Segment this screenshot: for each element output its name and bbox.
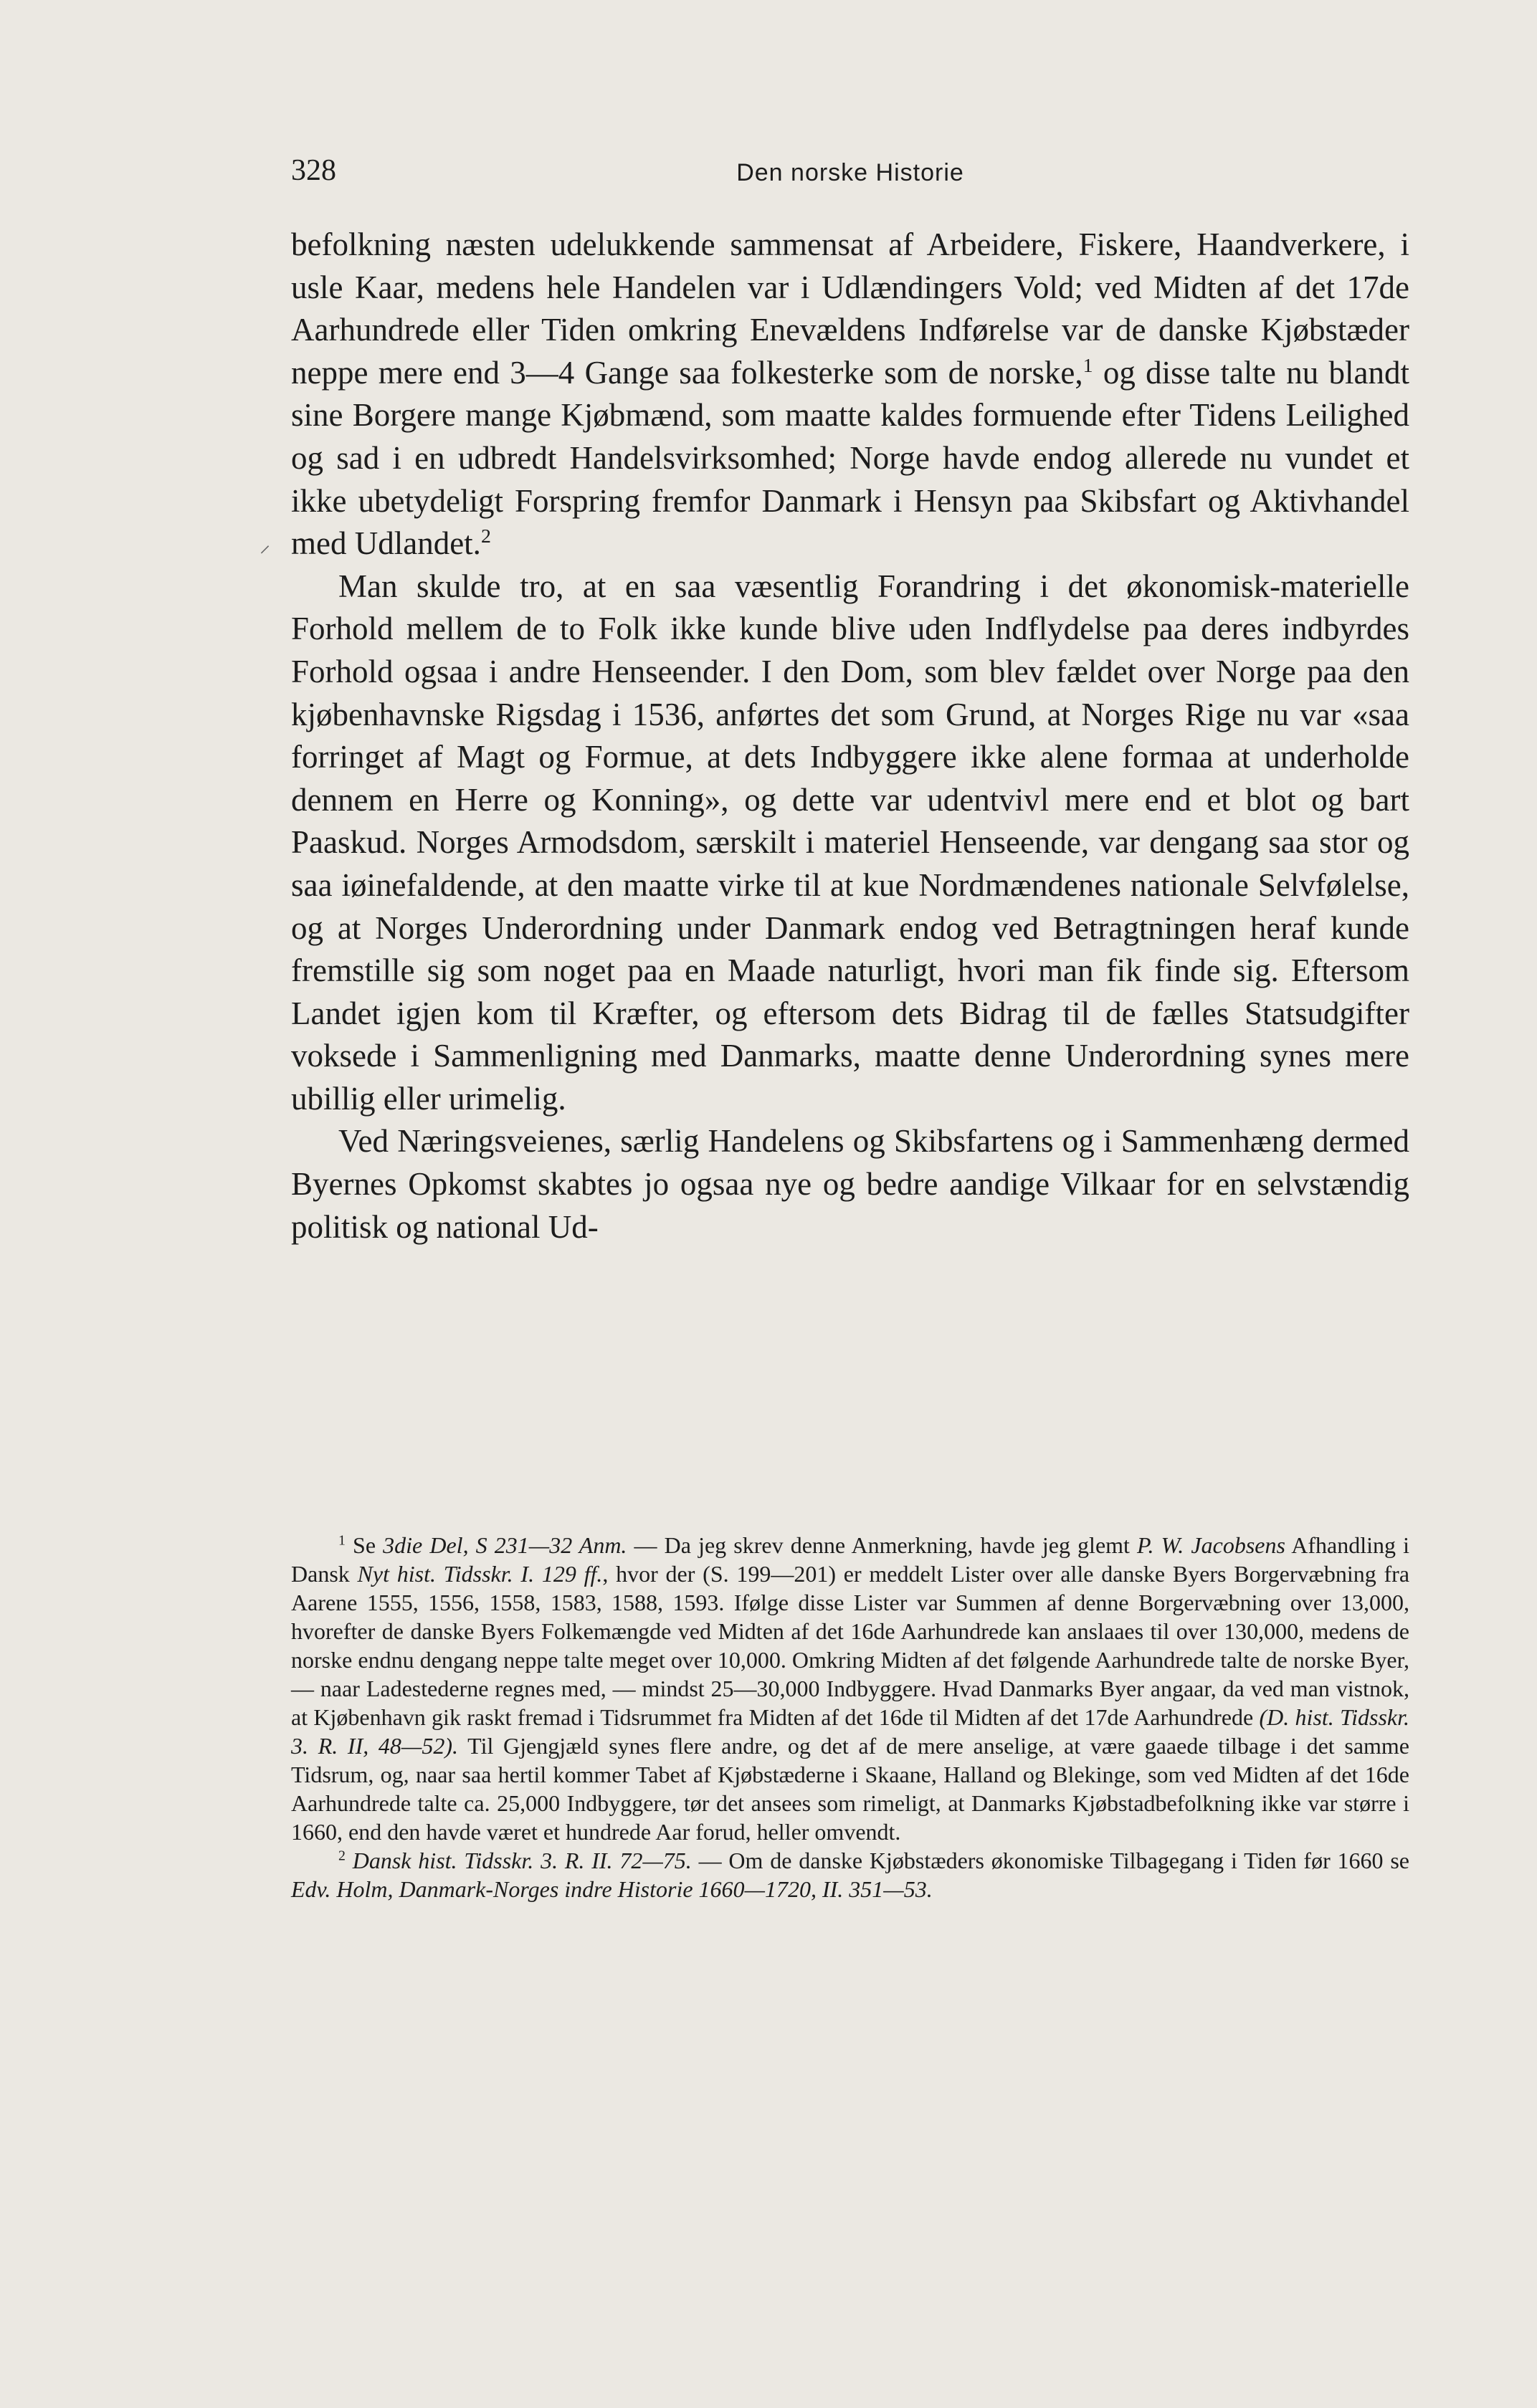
footnote-text: — Da jeg skrev denne Anmerkning, havde jeg glemt [627,1532,1138,1558]
footnote-text: — Om de danske Kjøbstæders økonomiske Tilbagegang i Tiden før 1660 se [691,1848,1410,1873]
footnote-citation: (D. hist. Tidsskr. 3. R. II, 48—52). [291,1704,1410,1759]
footnote-ref-1: 1 [1082,354,1093,377]
footnote-text: Til Gjengjæld synes flere andre, og det af de mere anselige, at være gaaede tilbage i det samme Tidsrum, og, naar saa hertil kommer Tabet af Kjøbstæderne i Skaane, Halland og Blekinge, som ved Midten af det 16de Aarhundrede talte ca. 25,000 Indbyggere, tør det ansees som rimeligt, at Danmarks Kjøbstadbefolkning ikke var større i 1660, end den havde været et hundrede Aar forud, heller omvendt. [291,1733,1410,1845]
page-header [291,153,1409,204]
footnote-text: , hvor der (S. 199—201) er meddelt Lister over alle danske Byers Borgervæbning fra Aarene 1555, 1556, 1558, 1583, 1588, 1593. Ifølge disse Lister var Summen af denne Borgervæbning over 13,000, hvorefter de danske Byers Folkemængde ved Midten af det 16de Aarhundrede kan anslaaes til over 130,000, medens de norske endnu dengang neppe talte meget over 10,000. Omkring Midten af det følgende Aarhundrede talte de norske Byer, — naar Ladestederne regnes med, — mindst 25—30,000 Indbyggere. Hvad Danmarks Byer angaar, da ved man vistnok, at Kjøbenhavn gik raskt fremad i Tidsrummet fra Midten af det 16de til Midten af det 17de Aarhundrede [291,1561,1410,1730]
footnote-marker: 1 [338,1532,346,1549]
footnote-text: Se [345,1532,384,1558]
footnote-marker: 2 [338,1848,346,1864]
footnote-ref-2: 2 [480,525,491,548]
body-paragraph-3: Ved Næringsveienes, særlig Handelens og Skibsfartens og i Sammenhæng dermed Byernes Opkomst skabtes jo ogsaa nye og bedre aandige Vilkaar for en selvstændig politisk og national Ud- [291,1123,1409,1245]
footnote-text: Afhandling i Dansk [291,1532,1410,1587]
footnote-1 [291,1531,1409,1846]
footnote-citation: Edv. Holm, Danmark-Norges indre Historie 1660—1720, II. 351—53. [291,1876,933,1902]
footnote-citation: 3die Del, S 231—32 Anm. [383,1532,627,1558]
margin-mark: ⸝ [260,533,270,557]
footnote-2 [291,1846,1409,1903]
running-title: Den norske Historie [736,159,964,186]
footnote-citation: P. W. Jacobsens [1137,1532,1285,1558]
body-text-span: befolkning næsten udelukkende sammensat af Arbeidere, Fiskere, Haandverkere, i usle Kaar, medens hele Handelen var i Udlændingers Vold; ved Midten af det 17de Aarhundrede eller Tiden omkring Enevældens Indførelse var de danske Kjøbstæder neppe mere end 3—4 Gange saa folkesterke som de norske, [291,226,1409,391]
body-paragraph-1 [291,224,1409,565]
footnote-citation: Nyt hist. Tidsskr. I. 129 ff. [357,1561,603,1587]
page-number: 328 [291,154,336,187]
main-text [291,224,1409,1248]
footnote-citation: Dansk hist. Tidsskr. 3. R. II. 72—75. [345,1848,692,1873]
footnotes [291,1531,1409,1903]
body-paragraph-2: Man skulde tro, at en saa væsentlig Forandring i det økonomisk-materielle Forhold mellem de to Folk ikke kunde blive uden Indflydelse paa deres indbyrdes Forhold ogsaa i andre Henseender. I den Dom, som blev fældet over Norge paa den kjøbenhavnske Rigsdag i 1536, anførtes det som Grund, at Norges Rige nu var «saa forringet af Magt og Formue, at dets Indbyggere ikke alene formaa at underholde dennem en Herre og Konning», og dette var udentvivl mere end et blot og bart Paaskud. Norges Armodsdom, særskilt i materiel Henseende, var dengang saa stor og saa iøinefaldende, at den maatte virke til at kue Nordmændenes nationale Selvfølelse, og at Norges Underordning under Danmark endog ved Betragtningen heraf kunde fremstille sig som noget paa en Maade naturligt, hvori man fik finde sig. Eftersom Landet igjen kom til Kræfter, og eftersom dets Bidrag til de fælles Statsudgifter voksede i Sammenligning med Danmarks, maatte denne Underordning synes mere ubillig eller urimelig. [291,568,1409,1117]
body-text-span: og disse talte nu blandt sine Borgere mange Kjøbmænd, som maatte kaldes formuende efter Tidens Leilighed og sad i en udbredt Handelsvirksomhed; Norge havde endog allerede nu vundet et ikke ubetydeligt Forspring fremfor Danmark i Hensyn paa Skibsfart og Aktivhandel med Udlandet. [291,354,1409,562]
